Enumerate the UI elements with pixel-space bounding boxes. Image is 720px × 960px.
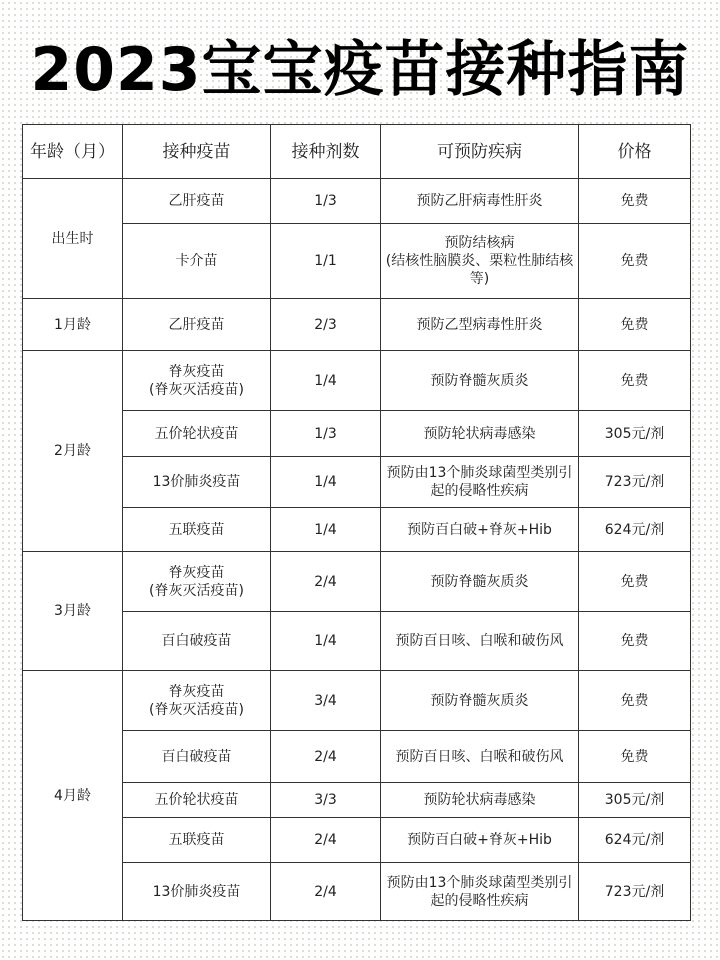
table-row — [23, 179, 691, 224]
price-cell: 免费 — [579, 731, 691, 783]
disease-cell: 预防乙型病毒性肝炎 — [381, 299, 579, 351]
table-row — [23, 731, 691, 783]
dose-cell: 1/3 — [271, 179, 381, 224]
vaccine-cell: 五联疫苗 — [123, 818, 271, 863]
age-cell: 出生时 — [23, 179, 123, 299]
price-cell: 免费 — [579, 351, 691, 411]
vaccine-table — [22, 124, 691, 921]
header-age: 年龄（月） — [23, 125, 123, 179]
dose-cell: 1/4 — [271, 457, 381, 508]
vaccine-cell: 乙肝疫苗 — [123, 299, 271, 351]
vaccine-cell: 五价轮状疫苗 — [123, 783, 271, 818]
page-title: 2023宝宝疫苗接种指南 — [30, 35, 690, 105]
vaccine-cell: 五联疫苗 — [123, 508, 271, 552]
disease-cell: 预防百日咳、白喉和破伤风 — [381, 731, 579, 783]
vaccine-cell: 13价肺炎疫苗 — [123, 863, 271, 921]
price-cell: 免费 — [579, 612, 691, 671]
price-cell: 免费 — [579, 552, 691, 612]
table-row — [23, 783, 691, 818]
price-cell: 723元/剂 — [579, 863, 691, 921]
age-cell: 2月龄 — [23, 351, 123, 552]
price-cell: 624元/剂 — [579, 508, 691, 552]
disease-cell: 预防脊髓灰质炎 — [381, 552, 579, 612]
dose-cell: 1/4 — [271, 351, 381, 411]
price-cell: 305元/剂 — [579, 411, 691, 457]
dose-cell: 2/4 — [271, 731, 381, 783]
dose-cell: 1/4 — [271, 508, 381, 552]
header-disease: 可预防疾病 — [381, 125, 579, 179]
disease-cell: 预防百日咳、白喉和破伤风 — [381, 612, 579, 671]
vaccine-cell: 脊灰疫苗 (脊灰灭活疫苗) — [123, 671, 271, 731]
price-cell: 624元/剂 — [579, 818, 691, 863]
price-cell: 免费 — [579, 671, 691, 731]
dose-cell: 1/1 — [271, 224, 381, 299]
disease-cell: 预防由13个肺炎球菌型类别引起的侵略性疾病 — [381, 863, 579, 921]
disease-cell: 预防结核病 (结核性脑膜炎、栗粒性肺结核等) — [381, 224, 579, 299]
age-cell: 4月龄 — [23, 671, 123, 921]
vaccine-cell: 13价肺炎疫苗 — [123, 457, 271, 508]
price-cell: 723元/剂 — [579, 457, 691, 508]
table-row — [23, 351, 691, 411]
vaccine-cell: 百白破疫苗 — [123, 612, 271, 671]
vaccine-cell: 五价轮状疫苗 — [123, 411, 271, 457]
price-cell: 免费 — [579, 299, 691, 351]
dose-cell: 1/3 — [271, 411, 381, 457]
disease-cell: 预防轮状病毒感染 — [381, 783, 579, 818]
vaccine-cell: 卡介苗 — [123, 224, 271, 299]
dose-cell: 1/4 — [271, 612, 381, 671]
dose-cell: 2/3 — [271, 299, 381, 351]
disease-cell: 预防由13个肺炎球菌型类别引起的侵略性疾病 — [381, 457, 579, 508]
table-row — [23, 552, 691, 612]
table-row — [23, 457, 691, 508]
price-cell: 305元/剂 — [579, 783, 691, 818]
price-cell: 免费 — [579, 179, 691, 224]
dose-cell: 2/4 — [271, 818, 381, 863]
table-header-row — [23, 125, 691, 179]
header-price: 价格 — [579, 125, 691, 179]
disease-cell: 预防百白破+脊灰+Hib — [381, 508, 579, 552]
disease-cell: 预防轮状病毒感染 — [381, 411, 579, 457]
vaccine-table-container — [22, 124, 690, 920]
table-row — [23, 671, 691, 731]
table-row — [23, 612, 691, 671]
table-row — [23, 508, 691, 552]
vaccine-cell: 百白破疫苗 — [123, 731, 271, 783]
disease-cell: 预防百白破+脊灰+Hib — [381, 818, 579, 863]
table-row — [23, 863, 691, 921]
table-row — [23, 818, 691, 863]
table-row — [23, 299, 691, 351]
table-row — [23, 224, 691, 299]
age-cell: 3月龄 — [23, 552, 123, 671]
disease-cell: 预防脊髓灰质炎 — [381, 671, 579, 731]
header-vaccine: 接种疫苗 — [123, 125, 271, 179]
dose-cell: 2/4 — [271, 863, 381, 921]
dose-cell: 3/4 — [271, 671, 381, 731]
dose-cell: 2/4 — [271, 552, 381, 612]
header-dose: 接种剂数 — [271, 125, 381, 179]
dose-cell: 3/3 — [271, 783, 381, 818]
disease-cell: 预防乙肝病毒性肝炎 — [381, 179, 579, 224]
table-row — [23, 411, 691, 457]
vaccine-cell: 脊灰疫苗 (脊灰灭活疫苗) — [123, 351, 271, 411]
vaccine-cell: 脊灰疫苗 (脊灰灭活疫苗) — [123, 552, 271, 612]
vaccine-cell: 乙肝疫苗 — [123, 179, 271, 224]
age-cell: 1月龄 — [23, 299, 123, 351]
price-cell: 免费 — [579, 224, 691, 299]
disease-cell: 预防脊髓灰质炎 — [381, 351, 579, 411]
